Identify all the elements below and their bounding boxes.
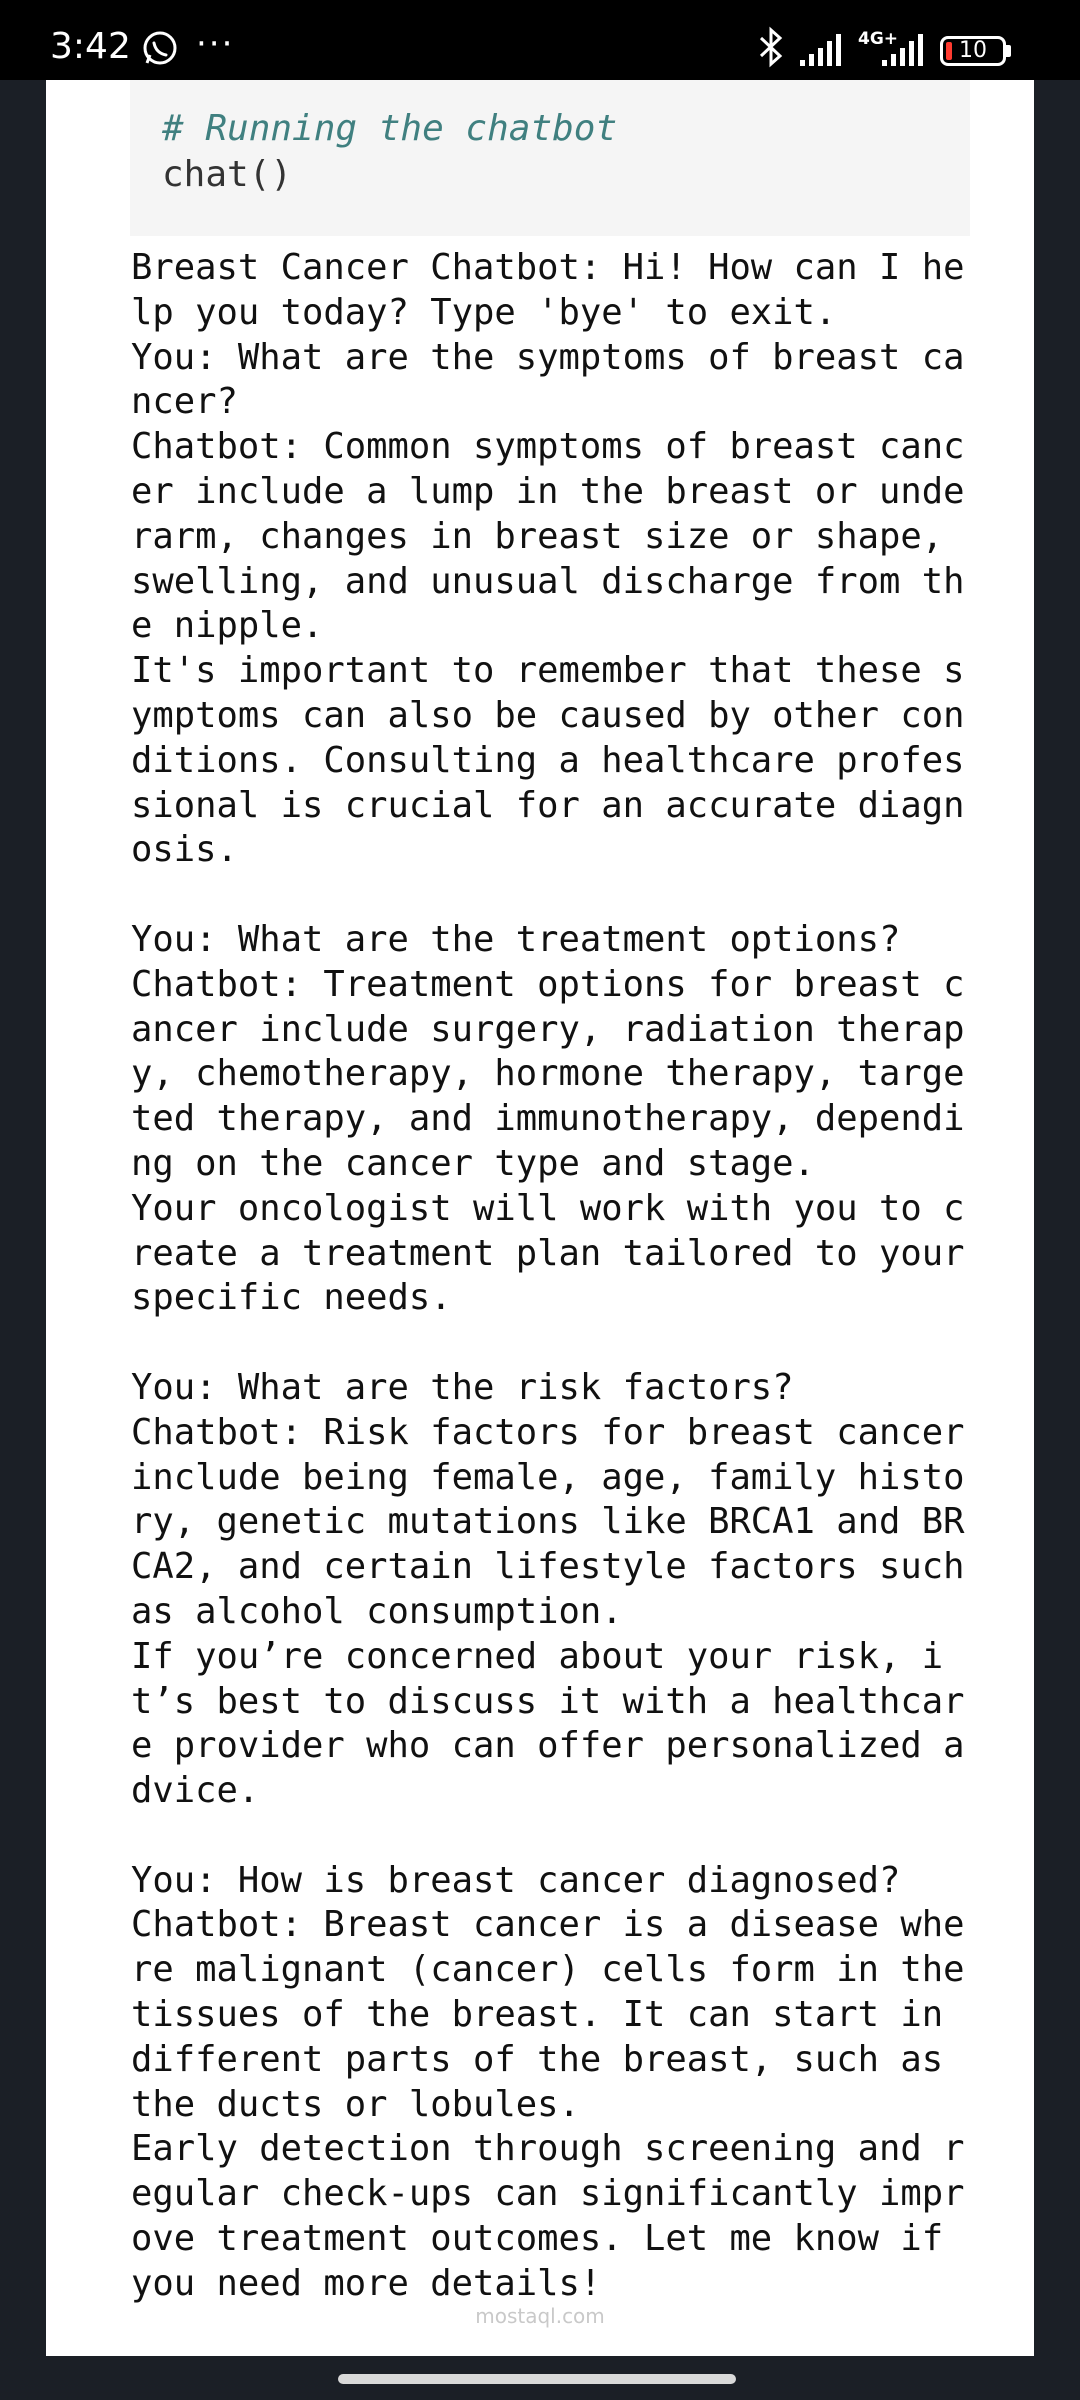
output-line: ditions. Consulting a healthcare profes [131,739,965,781]
output-line: ncer? [131,381,238,423]
output-line: the ducts or lobules. [131,2083,580,2125]
signal-icon [798,32,844,68]
output-line: e nipple. [131,605,324,647]
output-line: re malignant (cancer) cells form in the [131,1949,965,1991]
output-line: you need more details! [131,2262,602,2304]
output-line: You: What are the treatment options? [131,918,901,960]
battery-icon [940,36,1006,66]
output-line: er include a lump in the breast or unde [131,470,965,512]
output-line [131,1814,981,1859]
output-line: egular check-ups can significantly impr [131,2173,965,2215]
output-line: dvice. [131,1770,260,1812]
output-line: osis. [131,829,238,871]
bluetooth-icon [756,26,786,68]
notebook-page[interactable] [46,80,1034,2356]
output-line: You: How is breast cancer diagnosed? [131,1859,901,1901]
output-line: You: What are the symptoms of breast ca [131,336,965,378]
output-line: Your oncologist will work with you to c [131,1187,965,1229]
output-line: tissues of the breast. It can start in [131,1994,944,2036]
signal-icon [880,32,926,68]
output-line: ancer include surgery, radiation therap [131,1008,965,1050]
output-line: swelling, and unusual discharge from th [131,560,965,602]
output-line: as alcohol consumption. [131,1590,623,1632]
battery-fill [946,42,952,60]
output-line: ove treatment outcomes. Let me know if [131,2218,944,2260]
code-comment: # Running the chatbot [162,108,618,149]
output-line: reate a treatment plan tailored to your [131,1232,965,1274]
output-line: sional is crucial for an accurate diagn [131,784,965,826]
output-line: t’s best to discuss it with a healthcar [131,1680,965,1722]
output-line: rarm, changes in breast size or shape, [131,515,944,557]
network-type: 4G+ [858,29,899,49]
output-line: ted therapy, and immunotherapy, dependi [131,1098,965,1140]
home-gesture-bar[interactable] [338,2374,736,2384]
status-bar [0,0,1080,80]
code-call: chat() [162,154,293,195]
watermark: mostaql.com [475,2304,605,2328]
code-cell[interactable] [130,80,970,236]
output-line [131,873,981,918]
output-line: It's important to remember that these s [131,650,965,692]
output-line: ry, genetic mutations like BRCA1 and BR [131,1501,965,1543]
whatsapp-icon [140,28,180,68]
output-line: e provider who can offer personalized a [131,1725,965,1767]
output-line: ng on the cancer type and stage. [131,1142,815,1184]
output-line: different parts of the breast, such as [131,2038,944,2080]
output-line: Chatbot: Common symptoms of breast canc [131,426,965,468]
output-line [131,1321,981,1366]
output-line: You: What are the risk factors? [131,1366,794,1408]
output-line: specific needs. [131,1277,452,1319]
output-line: Chatbot: Breast cancer is a disease whe [131,1904,965,1946]
output-line: y, chemotherapy, hormone therapy, targe [131,1053,965,1095]
output-line: Breast Cancer Chatbot: Hi! How can I he [131,247,965,288]
navigation-bar [0,2356,1080,2400]
output-line: lp you today? Type 'bye' to exit. [131,291,837,333]
status-time: 3:42 [50,26,131,67]
output-line: include being female, age, family histo [131,1456,965,1498]
output-line: If you’re concerned about your risk, i [131,1635,944,1677]
output-line: Early detection through screening and r [131,2128,965,2170]
output-line: Chatbot: Risk factors for breast cancer [131,1411,965,1453]
output-line: Chatbot: Treatment options for breast c [131,963,965,1005]
battery-cap [1006,45,1011,57]
output-line: ymptoms can also be caused by other con [131,694,965,736]
output-line: CA2, and certain lifestyle factors such [131,1546,965,1588]
battery-level: 10 [959,38,987,63]
cell-output [131,246,981,2307]
more-notifications: ··· [196,24,235,64]
